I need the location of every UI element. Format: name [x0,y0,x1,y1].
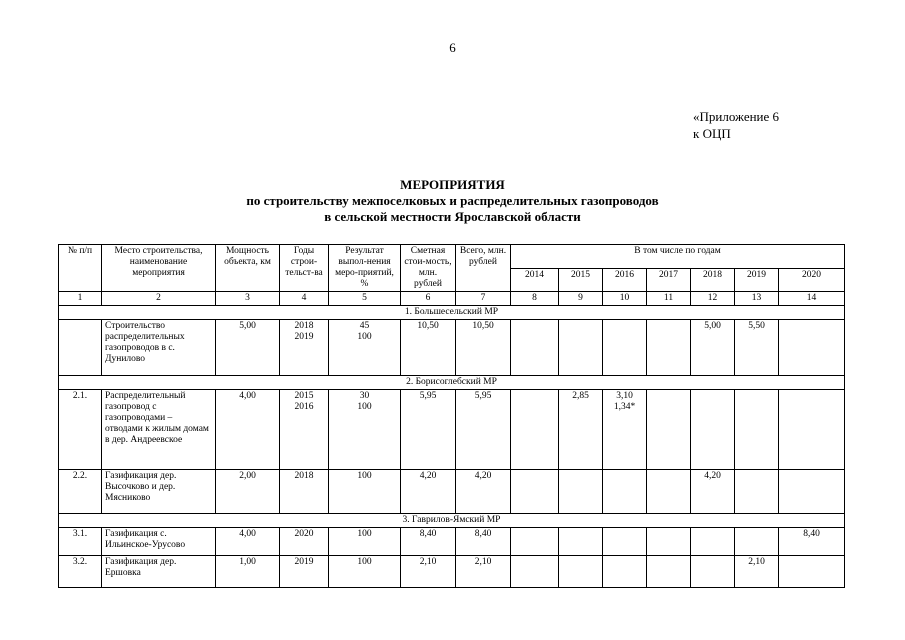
cell-result: 45 100 [329,320,401,376]
section-title: 1. Большесельский МР [59,306,845,320]
table-row [59,390,845,470]
column-number: 3 [216,292,280,306]
table-row [59,470,845,514]
cell-estimate: 4,20 [401,470,456,514]
header-year: 2019 [735,268,779,292]
cell-years: 2018 2019 [280,320,329,376]
cell-year-2014 [511,470,559,514]
cell-place: Газификация дер. Ершовка [102,556,216,588]
cell-year-2019 [735,528,779,556]
cell-capacity: 2,00 [216,470,280,514]
cell-year-2016 [603,320,647,376]
cell-year-2014 [511,528,559,556]
cell-year-2020 [779,556,845,588]
cell-year-2017 [647,528,691,556]
header-year: 2016 [603,268,647,292]
column-number: 13 [735,292,779,306]
cell-estimate: 10,50 [401,320,456,376]
cell-total: 2,10 [456,556,511,588]
cell-total: 10,50 [456,320,511,376]
cell-num: 3.2. [59,556,102,588]
cell-year-2017 [647,470,691,514]
column-number: 2 [102,292,216,306]
cell-year-2019: 5,50 [735,320,779,376]
cell-year-2015 [559,528,603,556]
cell-place: Газификация дер. Высочково и дер. Мясниково [102,470,216,514]
cell-year-2020: 8,40 [779,528,845,556]
cell-year-2015 [559,470,603,514]
cell-estimate: 2,10 [401,556,456,588]
cell-total: 5,95 [456,390,511,470]
section-row [59,306,845,320]
cell-place: Распределительный газопровод с газопроводами – отводами к жилым домам в дер. Андреевское [102,390,216,470]
header-year: 2017 [647,268,691,292]
cell-capacity: 1,00 [216,556,280,588]
cell-estimate: 5,95 [401,390,456,470]
header-year: 2014 [511,268,559,292]
measures-table [58,244,845,588]
header-result: Результат выпол-нения меро-приятий, % [329,245,401,292]
cell-years: 2015 2016 [280,390,329,470]
header-year: 2018 [691,268,735,292]
cell-num: 2.2. [59,470,102,514]
column-number: 11 [647,292,691,306]
cell-year-2020 [779,390,845,470]
cell-year-2017 [647,390,691,470]
cell-place: Газификация с. Ильинское-Урусово [102,528,216,556]
section-title: 3. Гаврилов-Ямский МР [59,514,845,528]
cell-year-2014 [511,390,559,470]
cell-capacity: 4,00 [216,528,280,556]
table-row [59,556,845,588]
header-by-years: В том числе по годам [511,245,845,269]
cell-num [59,320,102,376]
table-row [59,528,845,556]
cell-total: 8,40 [456,528,511,556]
cell-years: 2018 [280,470,329,514]
column-number: 5 [329,292,401,306]
cell-num: 3.1. [59,528,102,556]
cell-year-2019 [735,470,779,514]
page-number: 6 [449,40,456,55]
cell-year-2020 [779,470,845,514]
column-number: 9 [559,292,603,306]
appendix-note [693,108,779,142]
column-number: 4 [280,292,329,306]
cell-estimate: 8,40 [401,528,456,556]
section-row [59,514,845,528]
header-capacity: Мощность объекта, км [216,245,280,292]
title-line-2: по строительству межпоселковых и распределительных газопроводов [246,193,659,208]
cell-year-2016 [603,470,647,514]
header-years: Годы строи-тельст-ва [280,245,329,292]
cell-year-2018 [691,556,735,588]
appendix-line-2: к ОЦП [693,126,731,141]
cell-year-2017 [647,320,691,376]
appendix-line-1: «Приложение 6 [693,109,780,124]
cell-year-2015 [559,556,603,588]
cell-year-2015 [559,320,603,376]
table-body [59,245,845,588]
cell-place: Строительство распределительных газопроводов в с. Дунилово [102,320,216,376]
cell-result: 100 [329,556,401,588]
cell-num: 2.1. [59,390,102,470]
column-number: 14 [779,292,845,306]
cell-year-2014 [511,556,559,588]
column-number: 1 [59,292,102,306]
cell-years: 2019 [280,556,329,588]
column-number: 7 [456,292,511,306]
table-row [59,320,845,376]
title-line-3: в сельской местности Ярославской области [324,209,581,224]
column-number-row [59,292,845,306]
cell-year-2015: 2,85 [559,390,603,470]
cell-year-2019: 2,10 [735,556,779,588]
cell-year-2016 [603,556,647,588]
cell-capacity: 5,00 [216,320,280,376]
section-row [59,376,845,390]
header-num: № п/п [59,245,102,292]
cell-year-2020 [779,320,845,376]
cell-total: 4,20 [456,470,511,514]
cell-year-2014 [511,320,559,376]
cell-year-2016: 3,10 1,34* [603,390,647,470]
cell-result: 30 100 [329,390,401,470]
header-estimate: Сметная стои-мость, млн. рублей [401,245,456,292]
cell-year-2018: 4,20 [691,470,735,514]
cell-year-2018 [691,528,735,556]
cell-year-2018 [691,390,735,470]
cell-capacity: 4,00 [216,390,280,470]
column-number: 6 [401,292,456,306]
header-total: Всего, млн. рублей [456,245,511,292]
cell-years: 2020 [280,528,329,556]
cell-result: 100 [329,528,401,556]
header-place: Место строительства, наименование мероприятия [102,245,216,292]
table-header-row [59,245,845,269]
title-line-1: МЕРОПРИЯТИЯ [400,177,505,192]
header-year: 2020 [779,268,845,292]
document-title [0,177,905,225]
header-year: 2015 [559,268,603,292]
cell-year-2017 [647,556,691,588]
cell-result: 100 [329,470,401,514]
cell-year-2018: 5,00 [691,320,735,376]
column-number: 10 [603,292,647,306]
cell-year-2016 [603,528,647,556]
column-number: 12 [691,292,735,306]
section-title: 2. Борисоглебский МР [59,376,845,390]
column-number: 8 [511,292,559,306]
cell-year-2019 [735,390,779,470]
